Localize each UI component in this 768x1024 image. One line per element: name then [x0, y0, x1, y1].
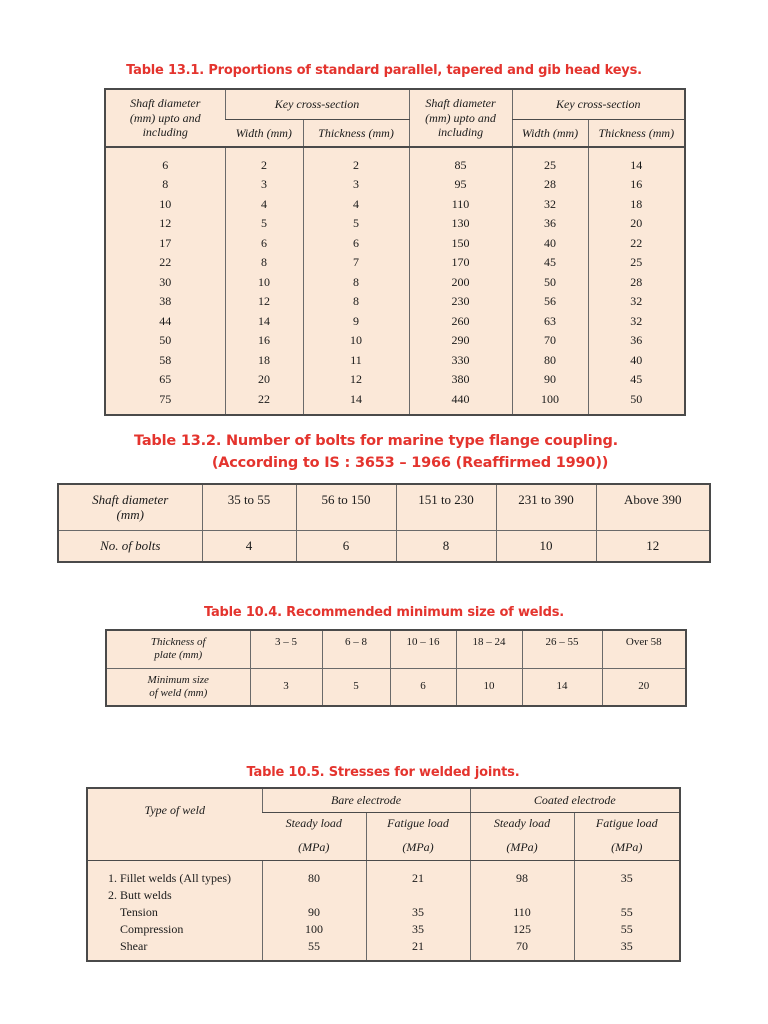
table-cell: 90: [512, 370, 588, 390]
number-of-bolts-label: No. of bolts: [100, 537, 161, 553]
table-row: [105, 350, 685, 370]
header-unit: (MPa): [366, 834, 470, 860]
table-cell: 14: [303, 389, 409, 409]
table-cell: 12: [225, 292, 303, 312]
table-cell: 17: [159, 235, 172, 250]
table-row: [105, 331, 685, 351]
table-cell: 6: [162, 157, 169, 172]
table-row: [105, 175, 685, 195]
stress-value-cell: 100: [262, 921, 366, 938]
stress-value-cell: 90: [262, 904, 366, 921]
weld-size-cell: 3: [250, 668, 322, 706]
bolt-count-cell: 4: [202, 530, 296, 562]
weld-size-cell: 14: [522, 668, 602, 706]
header-bare-electrode: Bare electrode: [262, 788, 470, 812]
plate-range-cell: 3 – 5: [250, 630, 322, 668]
table-cell: 28: [588, 272, 685, 292]
table-cell: 110: [409, 194, 512, 214]
table-cell: 170: [409, 253, 512, 273]
stress-value-cell: [262, 887, 366, 904]
stress-value-cell: 55: [574, 904, 680, 921]
table-row: [105, 155, 685, 175]
table-row: [105, 233, 685, 253]
table-cell: 440: [409, 389, 512, 409]
table2-caption-line1: Table 13.2. Number of bolts for marine type flange coupling.: [134, 433, 618, 449]
table-cell: 50: [159, 333, 172, 348]
table-cell: 100: [512, 389, 588, 409]
header-unit: (MPa): [574, 834, 680, 860]
plate-thickness-label: Thickness of plate (mm): [106, 630, 250, 668]
table-row: [105, 370, 685, 390]
table-cell: 260: [409, 311, 512, 331]
plate-range-cell: 26 – 55: [522, 630, 602, 668]
shaft-range-cell: 231 to 390: [496, 484, 596, 530]
table-row: [105, 253, 685, 273]
weld-size-cell: 5: [322, 668, 390, 706]
table-cell: 40: [588, 350, 685, 370]
table-cell: 16: [588, 175, 685, 195]
header-steady-load: Steady load: [470, 812, 574, 834]
weld-type-label: Tension: [120, 905, 158, 920]
table-cell: 38: [159, 294, 172, 309]
table-cell: 330: [409, 350, 512, 370]
table-cell: 32: [588, 311, 685, 331]
table-cell: 11: [303, 350, 409, 370]
stress-value-cell: 21: [366, 938, 470, 955]
table-cell: 20: [588, 214, 685, 234]
stress-value-cell: [366, 887, 470, 904]
table-cell: 2: [303, 155, 409, 175]
shaft-range-cell: 151 to 230: [396, 484, 496, 530]
table-cell: 20: [225, 370, 303, 390]
table-row: [105, 272, 685, 292]
table-cell: 75: [159, 391, 172, 406]
table-cell: 9: [303, 311, 409, 331]
stress-value-cell: 35: [366, 904, 470, 921]
table-cell: 28: [512, 175, 588, 195]
welded-joint-stresses-table: [86, 787, 681, 962]
header-type-of-weld: Type of weld: [87, 788, 262, 860]
weld-size-table: [105, 629, 687, 707]
table-cell: 22: [588, 233, 685, 253]
header-key-cross-section-right: Key cross-section: [512, 89, 685, 119]
table-cell: 5: [303, 214, 409, 234]
table-cell: 36: [512, 214, 588, 234]
table-cell: 3: [303, 175, 409, 195]
weld-size-cell: 10: [456, 668, 522, 706]
table-row: [87, 938, 680, 955]
stress-value-cell: 70: [470, 938, 574, 955]
table-cell: 12: [303, 370, 409, 390]
stress-value-cell: 21: [366, 870, 470, 887]
shaft-diameter-label: Shaft diameter (mm): [58, 484, 202, 530]
table-cell: 380: [409, 370, 512, 390]
table-row: [105, 311, 685, 331]
table-cell: 25: [588, 253, 685, 273]
header-thickness-left: Thickness (mm): [303, 119, 409, 147]
bolt-count-cell: 10: [496, 530, 596, 562]
table-cell: 22: [159, 255, 172, 270]
table-cell: 18: [588, 194, 685, 214]
header-fatigue-load: Fatigue load: [574, 812, 680, 834]
table-cell: 32: [512, 194, 588, 214]
table-cell: 44: [159, 313, 172, 328]
table-cell: 14: [225, 311, 303, 331]
shaft-range-cell: Above 390: [596, 484, 710, 530]
stress-value-cell: 125: [470, 921, 574, 938]
table-cell: 45: [588, 370, 685, 390]
table-row: [87, 887, 680, 904]
table-cell: 230: [409, 292, 512, 312]
header-fatigue-load: Fatigue load: [366, 812, 470, 834]
weld-type-label: Shear: [120, 939, 148, 954]
table-cell: 85: [409, 155, 512, 175]
bolt-count-cell: 12: [596, 530, 710, 562]
table-cell: 5: [225, 214, 303, 234]
header-width-right: Width (mm): [512, 119, 588, 147]
table3-caption: Table 10.4. Recommended minimum size of welds.: [203, 605, 565, 620]
table-row: [87, 870, 680, 887]
table-cell: 8: [162, 177, 169, 192]
table-cell: 10: [303, 331, 409, 351]
table-cell: 50: [512, 272, 588, 292]
table-row: [87, 904, 680, 921]
stress-value-cell: [470, 887, 574, 904]
shaft-range-cell: 56 to 150: [296, 484, 396, 530]
table-cell: 150: [409, 233, 512, 253]
header-thickness-right: Thickness (mm): [588, 119, 685, 147]
table-row: [105, 389, 685, 409]
table-cell: 200: [409, 272, 512, 292]
keys-table-body: [105, 155, 685, 409]
header-steady-load: Steady load: [285, 816, 342, 831]
table-cell: 3: [225, 175, 303, 195]
stresses-table-body: [87, 870, 680, 955]
weld-size-cell: 6: [390, 668, 456, 706]
plate-range-cell: Over 58: [602, 630, 686, 668]
table-cell: 10: [225, 272, 303, 292]
bolt-count-cell: 6: [296, 530, 396, 562]
table-cell: 6: [225, 233, 303, 253]
table-cell: 56: [512, 292, 588, 312]
table-row: [87, 921, 680, 938]
table-cell: 63: [512, 311, 588, 331]
weld-type-label: 1. Fillet welds (All types): [108, 871, 231, 886]
table-cell: 80: [512, 350, 588, 370]
table-cell: 95: [409, 175, 512, 195]
table-cell: 18: [225, 350, 303, 370]
table-cell: 32: [588, 292, 685, 312]
weld-size-cell: 20: [602, 668, 686, 706]
table-row: [105, 194, 685, 214]
header-coated-electrode: Coated electrode: [470, 788, 680, 812]
minimum-weld-size-label: Minimum size of weld (mm): [147, 673, 209, 699]
table-cell: 290: [409, 331, 512, 351]
table-cell: 45: [512, 253, 588, 273]
header-unit: (MPa): [262, 834, 366, 860]
table-cell: 8: [303, 272, 409, 292]
plate-range-cell: 10 – 16: [390, 630, 456, 668]
table-row: [105, 292, 685, 312]
table-cell: 8: [225, 253, 303, 273]
table-cell: 2: [225, 155, 303, 175]
table-cell: 130: [409, 214, 512, 234]
table-cell: 65: [159, 372, 172, 387]
table-cell: 4: [303, 194, 409, 214]
plate-range-cell: 6 – 8: [322, 630, 390, 668]
table-cell: 8: [303, 292, 409, 312]
stress-value-cell: 35: [574, 938, 680, 955]
header-width-left: Width (mm): [225, 119, 303, 147]
stress-value-cell: 35: [574, 870, 680, 887]
table-cell: 12: [159, 216, 172, 231]
shaft-range-cell: 35 to 55: [202, 484, 296, 530]
stress-value-cell: 110: [470, 904, 574, 921]
table-cell: 70: [512, 331, 588, 351]
table-cell: 50: [588, 389, 685, 409]
table-cell: 58: [159, 352, 172, 367]
table-cell: 4: [225, 194, 303, 214]
table-cell: 7: [303, 253, 409, 273]
table-cell: 14: [588, 155, 685, 175]
table4-caption: Table 10.5. Stresses for welded joints.: [246, 765, 520, 780]
header-key-cross-section-left: Key cross-section: [225, 89, 409, 119]
table-cell: 6: [303, 233, 409, 253]
bolt-count-cell: 8: [396, 530, 496, 562]
keys-proportions-table: [104, 88, 686, 416]
table2-caption-line2: (According to IS : 3653 – 1966 (Reaffirmed 1990)): [211, 455, 609, 471]
stress-value-cell: 55: [262, 938, 366, 955]
header-shaft-diameter-left: Shaft diameter (mm) upto and including: [105, 89, 225, 147]
table-cell: 30: [159, 274, 172, 289]
table-cell: 16: [225, 331, 303, 351]
plate-range-cell: 18 – 24: [456, 630, 522, 668]
weld-type-label: 2. Butt welds: [108, 888, 172, 903]
stress-value-cell: 55: [574, 921, 680, 938]
header-unit: (MPa): [470, 834, 574, 860]
table-cell: 25: [512, 155, 588, 175]
table-cell: 40: [512, 233, 588, 253]
table-cell: 10: [159, 196, 172, 211]
weld-type-label: Compression: [120, 922, 184, 937]
flange-bolts-table: [57, 483, 711, 563]
header-shaft-diameter-right: Shaft diameter (mm) upto and including: [409, 89, 512, 147]
table-row: [105, 214, 685, 234]
stress-value-cell: [574, 887, 680, 904]
stress-value-cell: 98: [470, 870, 574, 887]
stress-value-cell: 35: [366, 921, 470, 938]
stress-value-cell: 80: [262, 870, 366, 887]
table-cell: 36: [588, 331, 685, 351]
table-cell: 22: [225, 389, 303, 409]
table1-caption: Table 13.1. Proportions of standard parallel, tapered and gib head keys.: [126, 63, 642, 78]
